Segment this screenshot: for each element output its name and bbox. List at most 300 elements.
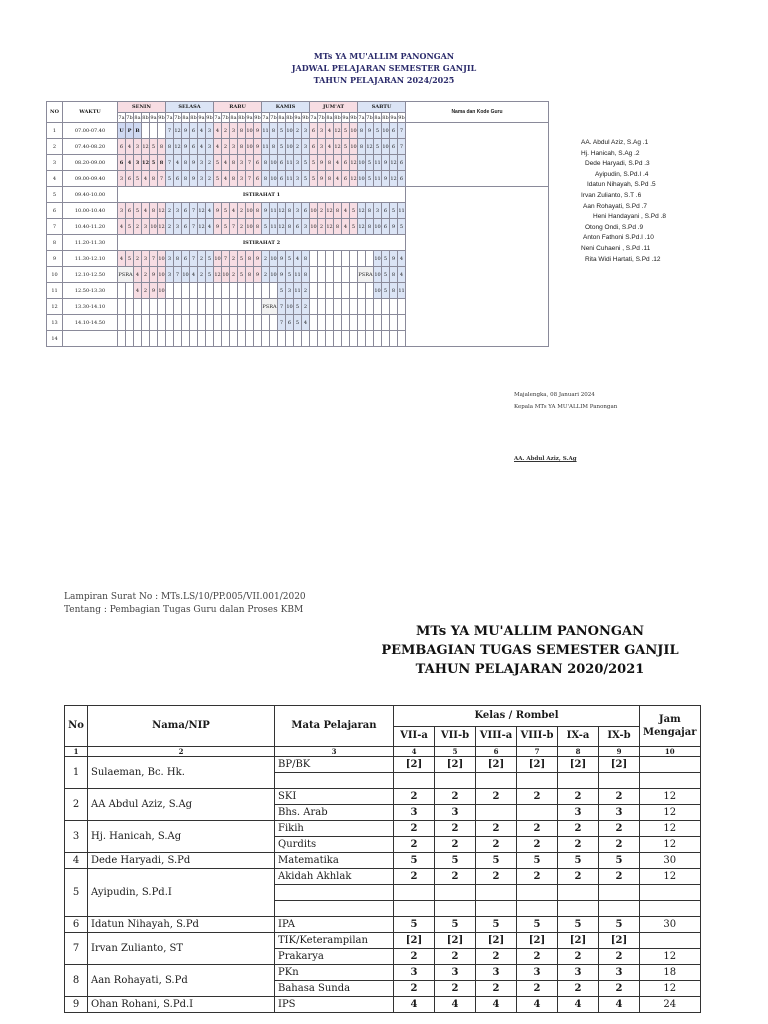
teacher-no: 5 xyxy=(65,869,88,917)
schedule-cell: 2 xyxy=(142,267,150,283)
schedule-cell: 8 xyxy=(254,219,262,235)
day-header: RABU xyxy=(214,102,262,113)
schedule-cell xyxy=(326,299,334,315)
class-header: 7b xyxy=(174,114,181,121)
schedule-cell xyxy=(350,315,358,331)
schedule-cell: 5 xyxy=(126,219,134,235)
schedule-cell xyxy=(390,299,398,315)
schedule-cell: 9 xyxy=(190,155,198,171)
schedule-cell: 10 xyxy=(158,267,166,283)
teacher-code-item: Dede Haryadi, S.Pd .3 xyxy=(585,160,650,168)
teacher-name: Sulaeman, Bc. Hk. xyxy=(88,757,275,789)
schedule-cell: 9 xyxy=(366,123,374,139)
hours-cell xyxy=(435,885,476,901)
schedule-cell: 10 xyxy=(286,299,294,315)
schedule-cell xyxy=(326,283,334,299)
row-no: 6 xyxy=(47,203,63,219)
row-no: 10 xyxy=(47,267,63,283)
schedule-cell: 5 xyxy=(302,155,310,171)
schedule-cell: 8 xyxy=(150,203,158,219)
schedule-cell: 4 xyxy=(126,155,134,171)
subject-name xyxy=(275,885,394,901)
schedule-cell: 4 xyxy=(206,219,214,235)
hours-cell: 3 xyxy=(558,805,599,821)
schedule-cell: 8 xyxy=(326,171,334,187)
class-header: 8a xyxy=(374,114,381,121)
schedule-cell: 2 xyxy=(302,283,310,299)
schedule-cell: 4 xyxy=(214,123,222,139)
schedule-cell: 4 xyxy=(230,203,238,219)
schedule-cell: 5 xyxy=(238,267,246,283)
schedule-cell xyxy=(398,331,406,347)
schedule-cell: 8 xyxy=(302,267,310,283)
class-header: 9b xyxy=(158,114,165,121)
row-time: 09.00-09.40 xyxy=(63,171,118,187)
schedule-cell: 10 xyxy=(270,171,278,187)
teacher-name: Irvan Zulianto, ST xyxy=(88,933,275,965)
schedule-cell: 2 xyxy=(318,203,326,219)
schedule-cell xyxy=(310,251,318,267)
schedule-cell: 10 xyxy=(350,139,358,155)
schedule-cell: 4 xyxy=(118,219,126,235)
schedule-cell xyxy=(262,283,270,299)
schedule-cell: 10 xyxy=(246,139,254,155)
schedule-cell: 8 xyxy=(390,283,398,299)
schedule-cell xyxy=(374,331,382,347)
row-no: 9 xyxy=(47,251,63,267)
schedule-cell xyxy=(294,331,302,347)
col-mapel-header: Mata Pelajaran xyxy=(275,706,394,747)
hours-cell: [2] xyxy=(476,933,517,949)
schedule-cell xyxy=(246,283,254,299)
schedule-cell xyxy=(222,331,230,347)
schedule-cell xyxy=(342,315,350,331)
schedule-title xyxy=(0,50,768,86)
hours-cell: 2 xyxy=(435,821,476,837)
schedule-cell: 3 xyxy=(134,155,142,171)
schedule-cell: 5 xyxy=(214,171,222,187)
schedule-cell: 8 xyxy=(238,139,246,155)
subject-name: Bhs. Arab xyxy=(275,805,394,821)
teacher-code-item: Hj. Hanicah, S.Ag .2 xyxy=(581,149,640,157)
schedule-cell xyxy=(318,331,326,347)
schedule-cell: 7 xyxy=(398,139,406,155)
schedule-cell: 4 xyxy=(334,155,342,171)
hours-cell xyxy=(476,805,517,821)
total-hours xyxy=(640,885,701,901)
schedule-cell: 9 xyxy=(214,219,222,235)
schedule-cell: 4 xyxy=(326,123,334,139)
schedule-cell xyxy=(318,299,326,315)
schedule-cell xyxy=(230,299,238,315)
schedule-cell xyxy=(278,331,286,347)
hours-cell: 2 xyxy=(435,837,476,853)
schedule-cell: 6 xyxy=(398,155,406,171)
hours-cell: 2 xyxy=(517,869,558,885)
hours-cell xyxy=(476,773,517,789)
assignment-title-line1: MTs YA MU'ALLIM PANONGAN xyxy=(416,624,644,639)
schedule-cell: 3 xyxy=(318,139,326,155)
teacher-no: 7 xyxy=(65,933,88,965)
schedule-cell xyxy=(190,315,198,331)
hours-cell: 2 xyxy=(599,949,640,965)
schedule-cell: 5 xyxy=(166,171,174,187)
hours-cell: [2] xyxy=(599,757,640,773)
schedule-cell: 7 xyxy=(246,171,254,187)
class-header: 9a xyxy=(294,114,301,121)
schedule-cell: 6 xyxy=(398,171,406,187)
schedule-cell: 12 xyxy=(350,155,358,171)
schedule-cell: 12 xyxy=(334,139,342,155)
schedule-cell: 10 xyxy=(270,155,278,171)
total-hours: 12 xyxy=(640,821,701,837)
total-hours xyxy=(640,773,701,789)
teacher-code-item: Anton Fathoni S.Pd.I .10 xyxy=(583,234,654,242)
schedule-cell: 4 xyxy=(142,171,150,187)
schedule-cell: 10 xyxy=(382,123,390,139)
schedule-cell xyxy=(382,315,390,331)
schedule-cell xyxy=(310,331,318,347)
hours-cell: [2] xyxy=(394,757,435,773)
teacher-panel xyxy=(406,187,549,347)
subject-name: TIK/Keterampilan xyxy=(275,933,394,949)
schedule-cell: 4 xyxy=(342,219,350,235)
schedule-cell: 4 xyxy=(222,155,230,171)
schedule-cell: B xyxy=(134,123,142,139)
schedule-cell: 5 xyxy=(222,219,230,235)
class-header: 8b xyxy=(190,114,197,121)
total-hours: 12 xyxy=(640,949,701,965)
schedule-cell: 6 xyxy=(182,219,190,235)
total-hours: 12 xyxy=(640,869,701,885)
schedule-cell: 3 xyxy=(118,171,126,187)
schedule-cell xyxy=(230,283,238,299)
hours-cell: 2 xyxy=(599,821,640,837)
schedule-cell: 6 xyxy=(126,171,134,187)
schedule-cell: 10 xyxy=(222,267,230,283)
schedule-cell: 12 xyxy=(326,203,334,219)
row-no: 12 xyxy=(47,299,63,315)
schedule-cell xyxy=(246,331,254,347)
schedule-cell: 5 xyxy=(310,171,318,187)
schedule-cell xyxy=(262,331,270,347)
class-header: 9a xyxy=(150,114,157,121)
kelas-header: VII-b xyxy=(435,726,476,747)
schedule-cell: 5 xyxy=(286,267,294,283)
schedule-cell: 6 xyxy=(286,315,294,331)
hours-cell: [2] xyxy=(558,757,599,773)
total-hours: 12 xyxy=(640,837,701,853)
schedule-cell xyxy=(270,331,278,347)
teacher-code-item: Neni Cuhaeni , S.Pd .11 xyxy=(581,244,651,252)
schedule-cell: 3 xyxy=(142,219,150,235)
schedule-cell: 3 xyxy=(302,123,310,139)
col-number: 5 xyxy=(435,747,476,757)
schedule-cell xyxy=(358,331,366,347)
col-no-header: No xyxy=(65,706,88,747)
schedule-cell xyxy=(374,299,382,315)
schedule-cell xyxy=(238,315,246,331)
schedule-cell xyxy=(366,251,374,267)
assignment-row xyxy=(65,757,701,773)
schedule-cell: 4 xyxy=(142,203,150,219)
schedule-cell: 12 xyxy=(350,171,358,187)
schedule-cell: 7 xyxy=(174,267,182,283)
schedule-cell xyxy=(150,299,158,315)
total-hours: 12 xyxy=(640,805,701,821)
hours-cell: 3 xyxy=(517,965,558,981)
schedule-cell xyxy=(174,331,182,347)
schedule-cell: 4 xyxy=(134,283,142,299)
hours-cell: 2 xyxy=(394,821,435,837)
col-no-header: NO xyxy=(47,102,63,123)
schedule-cell: 8 xyxy=(150,171,158,187)
schedule-cell xyxy=(118,315,126,331)
schedule-cell: 10 xyxy=(246,203,254,219)
hours-cell: 2 xyxy=(558,821,599,837)
schedule-cell: 12 xyxy=(158,219,166,235)
schedule-cell xyxy=(238,331,246,347)
schedule-cell: 4 xyxy=(334,171,342,187)
assignment-row xyxy=(65,853,701,869)
schedule-cell xyxy=(238,283,246,299)
schedule-cell xyxy=(310,267,318,283)
schedule-cell: 10 xyxy=(158,251,166,267)
schedule-cell xyxy=(358,283,366,299)
schedule-cell: 4 xyxy=(342,203,350,219)
schedule-cell xyxy=(366,299,374,315)
schedule-cell: 4 xyxy=(398,267,406,283)
hours-cell: [2] xyxy=(558,933,599,949)
hours-cell: 5 xyxy=(517,853,558,869)
schedule-cell: 6 xyxy=(294,219,302,235)
schedule-cell: 12 xyxy=(198,219,206,235)
hours-cell: 2 xyxy=(517,821,558,837)
row-time: 14.10-14.50 xyxy=(63,315,118,331)
schedule-cell: 10 xyxy=(310,219,318,235)
class-header: 8b xyxy=(238,114,245,121)
schedule-cell xyxy=(382,331,390,347)
schedule-cell: 7 xyxy=(278,299,286,315)
head-name: AA. Abdul Aziz, S.Ag xyxy=(514,456,577,462)
schedule-title-line1: MTs YA MU'ALLIM PANONGAN xyxy=(313,51,455,61)
hours-cell: 4 xyxy=(599,997,640,1013)
hours-cell: 3 xyxy=(476,965,517,981)
subject-name: PKn xyxy=(275,965,394,981)
day-header: SELASA xyxy=(166,102,214,113)
teacher-no: 8 xyxy=(65,965,88,997)
teacher-no: 3 xyxy=(65,821,88,853)
schedule-cell: 8 xyxy=(302,251,310,267)
schedule-cell xyxy=(182,299,190,315)
hours-cell xyxy=(558,885,599,901)
col-waktu-header: WAKTU xyxy=(63,102,118,123)
hours-cell xyxy=(394,885,435,901)
assignment-row xyxy=(65,997,701,1013)
row-no: 5 xyxy=(47,187,63,203)
schedule-cell xyxy=(310,299,318,315)
schedule-cell xyxy=(318,283,326,299)
schedule-cell xyxy=(342,283,350,299)
total-hours xyxy=(640,901,701,917)
schedule-cell: 10 xyxy=(270,267,278,283)
schedule-cell: 10 xyxy=(150,219,158,235)
schedule-cell: 5 xyxy=(278,139,286,155)
schedule-cell xyxy=(174,299,182,315)
hours-cell: 3 xyxy=(394,805,435,821)
day-header: KAMIS xyxy=(262,102,310,113)
schedule-cell xyxy=(342,331,350,347)
schedule-cell: 8 xyxy=(270,123,278,139)
hours-cell: 2 xyxy=(599,981,640,997)
schedule-cell: P xyxy=(126,123,134,139)
schedule-cell: 2 xyxy=(230,267,238,283)
schedule-cell: 12 xyxy=(390,155,398,171)
hours-cell xyxy=(435,901,476,917)
hours-cell: 3 xyxy=(558,965,599,981)
schedule-cell xyxy=(158,299,166,315)
schedule-cell: 10 xyxy=(350,123,358,139)
schedule-cell: 5 xyxy=(126,251,134,267)
row-time: 13.30-14.10 xyxy=(63,299,118,315)
schedule-cell: 5 xyxy=(398,219,406,235)
schedule-cell: 11 xyxy=(262,139,270,155)
teacher-name: Hj. Hanicah, S.Ag xyxy=(88,821,275,853)
schedule-cell xyxy=(262,315,270,331)
schedule-cell: 9 xyxy=(382,171,390,187)
schedule-cell: 9 xyxy=(182,139,190,155)
class-header: 9b xyxy=(254,114,261,121)
row-no: 8 xyxy=(47,235,63,251)
schedule-cell: 5 xyxy=(294,315,302,331)
schedule-cell xyxy=(182,283,190,299)
schedule-title-line3: TAHUN PELAJARAN 2024/2025 xyxy=(313,75,455,85)
schedule-cell: 8 xyxy=(262,155,270,171)
schedule-cell xyxy=(118,331,126,347)
schedule-cell: 10 xyxy=(214,251,222,267)
schedule-cell: 8 xyxy=(334,203,342,219)
teacher-panel xyxy=(406,123,549,187)
schedule-cell xyxy=(182,315,190,331)
schedule-cell: 3 xyxy=(294,203,302,219)
schedule-cell: 5 xyxy=(302,171,310,187)
schedule-cell xyxy=(350,299,358,315)
schedule-cell xyxy=(366,283,374,299)
schedule-cell xyxy=(126,315,134,331)
schedule-cell: 3 xyxy=(302,219,310,235)
schedule-cell: 7 xyxy=(150,251,158,267)
schedule-cell xyxy=(118,299,126,315)
schedule-cell xyxy=(310,315,318,331)
schedule-cell: 5 xyxy=(342,123,350,139)
class-header: 9b xyxy=(302,114,309,121)
hours-cell: 2 xyxy=(394,789,435,805)
schedule-cell: 7 xyxy=(278,315,286,331)
schedule-cell: 5 xyxy=(206,267,214,283)
assignment-table xyxy=(64,705,701,1013)
schedule-cell: 3 xyxy=(174,203,182,219)
schedule-cell: 5 xyxy=(350,219,358,235)
hours-cell: 2 xyxy=(435,869,476,885)
row-time: 11.20-11.30 xyxy=(63,235,118,251)
hours-cell: 2 xyxy=(517,981,558,997)
teacher-no: 1 xyxy=(65,757,88,789)
hours-cell: 2 xyxy=(517,949,558,965)
schedule-cell: 3 xyxy=(134,139,142,155)
row-time: 07.00-07.40 xyxy=(63,123,118,139)
schedule-cell: 11 xyxy=(398,203,406,219)
teacher-name: AA Abdul Aziz, S.Ag xyxy=(88,789,275,821)
row-time: 09.40-10.00 xyxy=(63,187,118,203)
assignment-title xyxy=(300,622,760,679)
schedule-cell: 9 xyxy=(278,251,286,267)
schedule-cell xyxy=(150,315,158,331)
schedule-cell: 11 xyxy=(270,203,278,219)
schedule-cell: 3 xyxy=(206,139,214,155)
subject-name: Prakarya xyxy=(275,949,394,965)
schedule-cell: 3 xyxy=(238,155,246,171)
schedule-cell xyxy=(382,299,390,315)
schedule-cell: 3 xyxy=(166,251,174,267)
teacher-no: 4 xyxy=(65,853,88,869)
class-header: 8b xyxy=(382,114,389,121)
schedule-cell: 2 xyxy=(222,139,230,155)
schedule-cell: 8 xyxy=(270,139,278,155)
class-header: 8b xyxy=(286,114,293,121)
schedule-cell xyxy=(214,331,222,347)
hours-cell: 2 xyxy=(435,981,476,997)
row-time: 10.00-10.40 xyxy=(63,203,118,219)
schedule-cell xyxy=(334,331,342,347)
schedule-cell xyxy=(350,283,358,299)
schedule-cell: 5 xyxy=(150,155,158,171)
teacher-code-item: Aan Rohayati, S.Pd .7 xyxy=(583,202,647,210)
hours-cell: [2] xyxy=(517,933,558,949)
row-no: 1 xyxy=(47,123,63,139)
schedule-cell xyxy=(166,331,174,347)
hours-cell: 5 xyxy=(558,917,599,933)
schedule-cell: 6 xyxy=(190,139,198,155)
schedule-cell: 5 xyxy=(294,299,302,315)
schedule-cell: 3 xyxy=(318,123,326,139)
day-header: SENIN xyxy=(118,102,166,113)
schedule-cell: 8 xyxy=(158,155,166,171)
schedule-cell: 3 xyxy=(374,203,382,219)
schedule-cell xyxy=(126,283,134,299)
schedule-cell xyxy=(206,331,214,347)
schedule-cell: 8 xyxy=(230,155,238,171)
class-header: 7b xyxy=(222,114,229,121)
schedule-cell xyxy=(342,299,350,315)
hours-cell: 2 xyxy=(394,837,435,853)
schedule-cell: 2 xyxy=(198,267,206,283)
row-no: 7 xyxy=(47,219,63,235)
schedule-cell xyxy=(270,315,278,331)
schedule-cell: 2 xyxy=(134,251,142,267)
hours-cell: 2 xyxy=(599,837,640,853)
hours-cell: 5 xyxy=(599,917,640,933)
schedule-cell: 4 xyxy=(398,251,406,267)
hours-cell: 2 xyxy=(558,837,599,853)
row-time: 11.30-12.10 xyxy=(63,251,118,267)
schedule-cell xyxy=(350,331,358,347)
hours-cell xyxy=(394,901,435,917)
schedule-cell: 8 xyxy=(230,171,238,187)
class-header: 8b xyxy=(334,114,341,121)
hours-cell: 3 xyxy=(435,965,476,981)
schedule-cell: 6 xyxy=(310,123,318,139)
schedule-cell: 4 xyxy=(190,267,198,283)
